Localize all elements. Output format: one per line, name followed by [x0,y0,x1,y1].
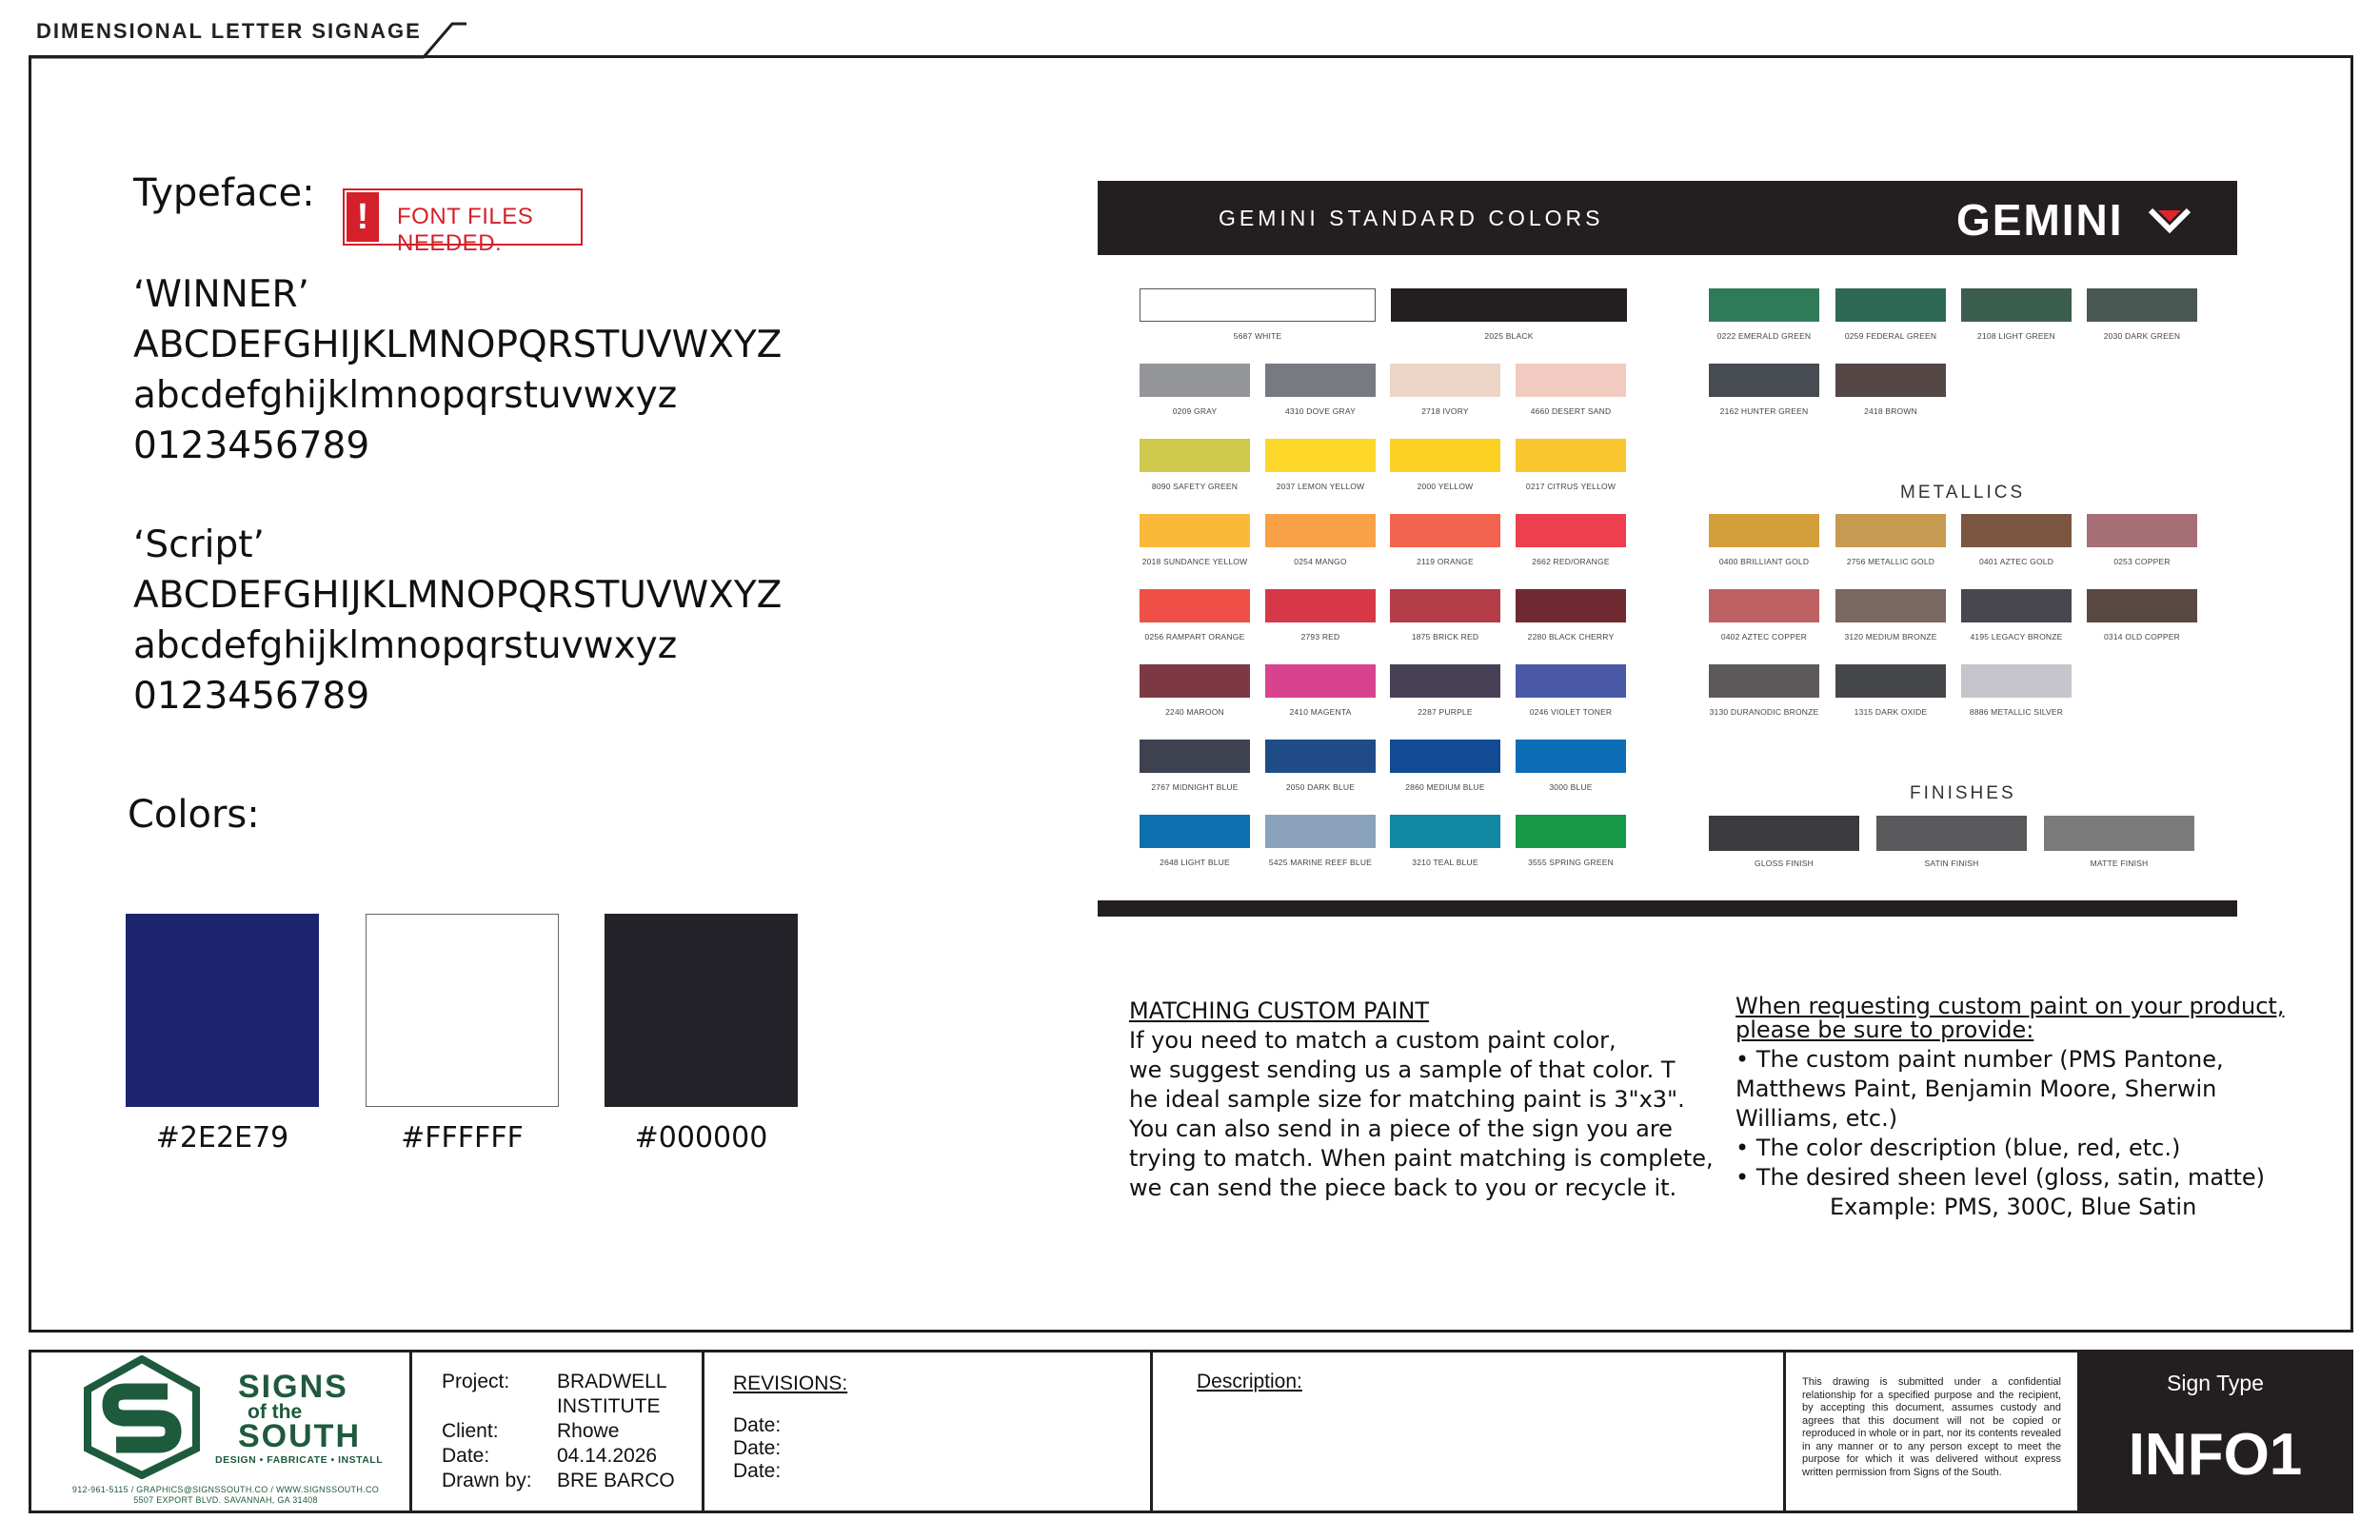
paint-color-chip [1709,364,1819,397]
metallic-color-label: 0253 COPPER [2113,557,2171,566]
paint-color-label: 2648 LIGHT BLUE [1160,858,1230,867]
metallic-color-label: 8886 METALLIC SILVER [1969,707,2064,717]
confidentiality-notice: This drawing is submitted under a confidential relationship for a specified purpose and the recipient, by accepting this document, assumes custody and agrees that this document will not be copied or reproduced in whole or in part, nor its contents revealed in any manner or to any person except to meet the purpose for which it was delivered without express written permission from Signs of the South. [1802,1376,2061,1478]
font-files-needed-text: FONT FILES NEEDED. [397,204,534,256]
finish-color-label: GLOSS FINISH [1755,859,1814,868]
logo-wordmark: SOUTH [238,1418,361,1454]
paint-color-label: 2018 SUNDANCE YELLOW [1141,557,1248,566]
paint-color-label: 2050 DARK BLUE [1285,782,1356,792]
paint-color-label: 0217 CITRUS YELLOW [1525,482,1616,491]
paint-color-label: 8090 SAFETY GREEN [1151,482,1239,491]
custom-paint-item: • The desired sheen level (gloss, satin, matte) [1735,1164,2265,1191]
paint-color-label: 2860 MEDIUM BLUE [1405,782,1485,792]
paint-color-label: 2025 BLACK [1484,331,1534,341]
matching-paint-line: he ideal sample size for matching paint is 3"x3". [1129,1086,1685,1113]
revisions-label: REVISIONS: [733,1372,848,1394]
metallic-color-chip [1709,664,1819,698]
font-2-digits: 0123456789 [133,675,370,718]
custom-paint-heading: When requesting custom paint on your product, [1735,993,2285,1019]
metallic-color-label: 1315 DARK OXIDE [1854,707,1928,717]
colors-heading: Colors: [128,793,260,837]
logo-tagline: DESIGN • FABRICATE • INSTALL [215,1454,384,1466]
paint-color-label: 0222 EMERALD GREEN [1716,331,1812,341]
paint-color-label: 2030 DARK GREEN [2103,331,2181,341]
title-block-divider [409,1350,412,1513]
custom-paint-example: Example: PMS, 300C, Blue Satin [1830,1194,2197,1220]
paint-color-chip [1140,288,1376,322]
paint-color-chip [1140,514,1250,547]
paint-color-label: 2162 HUNTER GREEN [1719,406,1809,416]
matching-paint-line: we can send the piece back to you or recycle it. [1129,1175,1677,1201]
drawn-by-value: BRE BARCO [557,1470,675,1491]
paint-color-chip [1265,364,1376,397]
paint-color-label: 2287 PURPLE [1418,707,1473,717]
client-value: Rhowe [557,1420,620,1442]
paint-color-label: 2000 YELLOW [1417,482,1474,491]
paint-color-label: 2119 ORANGE [1417,557,1474,566]
paint-color-chip [1265,815,1376,848]
finish-color-chip [2044,816,2194,851]
paint-color-chip [1835,288,1946,322]
paint-color-chip [1140,664,1250,698]
metallic-color-label: 3130 DURANODIC BRONZE [1709,707,1819,717]
paint-color-label: 4660 DESERT SAND [1530,406,1612,416]
metallic-color-chip [1961,589,2072,622]
revision-date: Date: [733,1460,782,1482]
finishes-heading: FINISHES [1910,783,2016,803]
finish-color-chip [1709,816,1859,851]
metallic-color-chip [1709,589,1819,622]
project-value: INSTITUTE [557,1395,661,1417]
typeface-heading: Typeface: [133,171,315,215]
paint-color-chip [1516,589,1626,622]
paint-color-chip [1390,514,1500,547]
title-block-divider [1150,1350,1153,1513]
alert-icon: ! [347,192,379,242]
signs-of-the-south-logo-mark [84,1355,200,1479]
paint-color-label: 3555 SPRING GREEN [1528,858,1614,867]
color-swatch-navy [126,914,319,1107]
paint-color-chip [1390,439,1500,472]
project-label: Project: [442,1371,510,1392]
paint-color-chip [1140,740,1250,773]
metallic-color-label: 0401 AZTEC GOLD [1978,557,2054,566]
metallic-color-chip [1709,514,1819,547]
paint-color-chip [1516,664,1626,698]
finish-color-label: SATIN FINISH [1924,859,1979,868]
metallic-color-chip [1961,514,2072,547]
paint-color-label: 0259 FEDERAL GREEN [1844,331,1937,341]
paint-color-chip [1390,815,1500,848]
drawn-by-label: Drawn by: [442,1470,532,1491]
paint-color-chip [1516,364,1626,397]
gemini-footer-bar [1098,900,2237,917]
sheet-title: DIMENSIONAL LETTER SIGNAGE [36,19,422,43]
paint-color-chip [1265,514,1376,547]
metallic-color-chip [1835,589,1946,622]
paint-color-chip [1265,664,1376,698]
client-label: Client: [442,1420,499,1442]
paint-color-chip [1265,439,1376,472]
custom-paint-item: Matthews Paint, Benjamin Moore, Sherwin [1735,1076,2217,1102]
matching-paint-line: trying to match. When paint matching is complete, [1129,1145,1714,1172]
paint-color-label: 2767 MIDNIGHT BLUE [1151,782,1239,792]
font-1-uppercase: ABCDEFGHIJKLMNOPQRSTUVWXYZ [133,324,783,366]
metallic-color-label: 4195 LEGACY BRONZE [1970,632,2063,642]
paint-color-chip [1961,288,2072,322]
font-2-lowercase: abcdefghijklmnopqrstuvwxyz [133,624,678,667]
revision-date: Date: [733,1437,782,1459]
custom-paint-item: • The custom paint number (PMS Pantone, [1735,1046,2224,1073]
title-block-divider [702,1350,704,1513]
metallic-color-chip [1835,514,1946,547]
paint-color-chip [1140,439,1250,472]
paint-color-label: 4310 DOVE GRAY [1285,406,1356,416]
paint-color-chip [2087,288,2197,322]
finish-color-chip [1876,816,2027,851]
finish-color-label: MATTE FINISH [2090,859,2149,868]
font-2-name: ‘Script’ [133,523,265,566]
color-hex-label: #000000 [634,1121,768,1155]
metallic-color-label: 2756 METALLIC GOLD [1846,557,1935,566]
revision-date: Date: [733,1414,782,1436]
paint-color-label: 5425 MARINE REEF BLUE [1268,858,1373,867]
project-value: BRADWELL [557,1371,667,1392]
metallic-color-chip [1961,664,2072,698]
paint-color-chip [1140,589,1250,622]
paint-color-label: 5687 WHITE [1233,331,1282,341]
metallic-color-label: 0400 BRILLIANT GOLD [1718,557,1810,566]
paint-color-chip [1516,439,1626,472]
gemini-logo: GEMINI [1956,195,2124,245]
matching-paint-line: we suggest sending us a sample of that color. T [1129,1056,1676,1083]
font-1-name: ‘WINNER’ [133,273,309,316]
paint-color-chip [1516,815,1626,848]
logo-wordmark: of the [248,1401,303,1423]
paint-color-chip [1140,364,1250,397]
paint-color-chip [1390,664,1500,698]
title-block-divider [1783,1350,1786,1513]
font-files-needed-badge [343,188,583,256]
matching-paint-heading: MATCHING CUSTOM PAINT [1129,997,1430,1024]
paint-color-label: 2240 MAROON [1165,707,1224,717]
color-hex-label: #FFFFFF [401,1121,524,1155]
paint-color-chip [1390,589,1500,622]
paint-color-label: 3210 TEAL BLUE [1412,858,1478,867]
matching-paint-line: If you need to match a custom paint color, [1129,1027,1616,1054]
paint-color-label: 3000 BLUE [1549,782,1593,792]
paint-color-label: 2793 RED [1300,632,1340,642]
paint-color-label: 2718 IVORY [1421,406,1469,416]
paint-color-chip [1390,364,1500,397]
paint-color-chip [1391,288,1627,322]
paint-color-label: 2410 MAGENTA [1289,707,1352,717]
custom-paint-item: • The color description (blue, red, etc.) [1735,1135,2181,1161]
paint-color-label: 2418 BROWN [1864,406,1917,416]
paint-color-chip [1516,740,1626,773]
paint-color-label: 2662 RED/ORANGE [1532,557,1610,566]
custom-paint-item: Williams, etc.) [1735,1105,1898,1132]
paint-color-chip [1140,815,1250,848]
sign-type-value: INFO1 [2128,1422,2303,1488]
logo-contact-line: 5507 EXPORT BLVD. SAVANNAH, GA 31408 [133,1495,318,1505]
metallic-color-label: 0402 AZTEC COPPER [1720,632,1808,642]
font-2-uppercase: ABCDEFGHIJKLMNOPQRSTUVWXYZ [133,574,783,617]
metallic-color-chip [2087,589,2197,622]
paint-color-chip [1516,514,1626,547]
paint-color-label: 2108 LIGHT GREEN [1977,331,2055,341]
paint-color-chip [1390,740,1500,773]
gemini-panel-title: GEMINI STANDARD COLORS [1219,206,1604,230]
paint-color-chip [1265,589,1376,622]
sign-type-label: Sign Type [2167,1371,2264,1395]
gemini-chevron-icon [2147,203,2194,237]
font-1-digits: 0123456789 [133,424,370,467]
date-value: 04.14.2026 [557,1445,658,1467]
metallic-color-chip [1835,664,1946,698]
logo-wordmark: SIGNS [238,1369,348,1405]
custom-paint-heading: please be sure to provide: [1735,1017,2034,1043]
color-swatch-black [605,914,798,1107]
matching-paint-line: You can also send in a piece of the sign you are [1129,1116,1673,1142]
paint-color-label: 0246 VIOLET TONER [1529,707,1613,717]
color-hex-label: #2E2E79 [155,1121,289,1155]
paint-color-label: 2037 LEMON YELLOW [1276,482,1365,491]
metallic-color-label: 3120 MEDIUM BRONZE [1844,632,1937,642]
paint-color-chip [1265,740,1376,773]
paint-color-label: 1875 BRICK RED [1411,632,1479,642]
paint-color-label: 0209 GRAY [1172,406,1218,416]
paint-color-label: 0254 MANGO [1294,557,1347,566]
paint-color-chip [1709,288,1819,322]
description-label: Description: [1197,1371,1302,1392]
paint-color-label: 2280 BLACK CHERRY [1527,632,1615,642]
logo-contact-line: 912-961-5115 / GRAPHICS@SIGNSSOUTH.CO / WWW.SIGNSSOUTH.CO [71,1485,380,1494]
metallic-color-chip [2087,514,2197,547]
font-1-lowercase: abcdefghijklmnopqrstuvwxyz [133,374,678,417]
metallics-heading: METALLICS [1900,483,2026,503]
date-label: Date: [442,1445,490,1467]
paint-color-label: 0256 RAMPART ORANGE [1144,632,1245,642]
paint-color-chip [1835,364,1946,397]
metallic-color-label: 0314 OLD COPPER [2103,632,2180,642]
logo-contact [50,1485,402,1506]
color-swatch-white [366,914,559,1107]
